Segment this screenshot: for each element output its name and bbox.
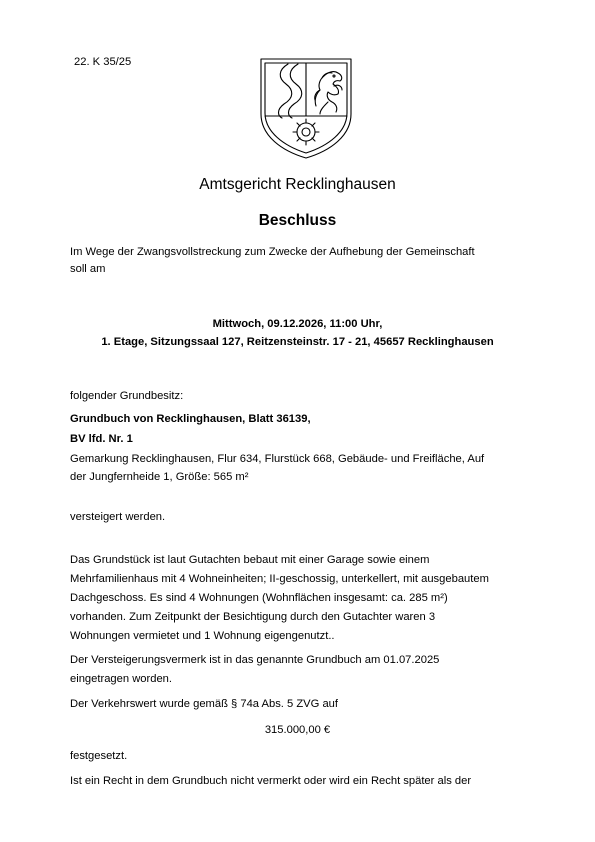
description-line-3: Dachgeschoss. Es sind 4 Wohnungen (Wohnflächen insgesamt: ca. 285 m²)	[70, 592, 448, 604]
court-name: Amtsgericht Recklinghausen	[199, 176, 396, 193]
description-line-4: vorhanden. Zum Zeitpunkt der Besichtigung durch den Gutachter waren 3	[70, 611, 436, 623]
value-statement: Der Verkehrswert wurde gemäß § 74a Abs. 5 ZVG auf	[70, 698, 339, 710]
description-line-1: Das Grundstück ist laut Gutachten bebaut mit einer Garage sowie einem	[70, 554, 430, 566]
intro-line-1: Im Wege der Zwangsvollstreckung zum Zwecke der Aufhebung der Gemeinschaft	[70, 246, 475, 258]
description-line-2: Mehrfamilienhaus mit 4 Wohneinheiten; II-geschossig, unterkellert, mit ausgebautem	[70, 573, 489, 585]
property-label: folgender Grundbesitz:	[70, 390, 184, 402]
intro-line-2: soll am	[70, 263, 106, 275]
description-line-5: Wohnungen vermietet und 1 Wohnung eigengenutzt..	[70, 630, 335, 642]
fixed-text: festgesetzt.	[70, 750, 128, 762]
registration-line-2: eingetragen worden.	[70, 673, 173, 685]
parcel-line-1: Gemarkung Recklinghausen, Flur 634, Flurstück 668, Gebäude- und Freifläche, Auf	[70, 453, 485, 465]
bv-number: BV lfd. Nr. 1	[70, 433, 133, 445]
parcel-line-2: der Jungfernheide 1, Größe: 565 m²	[70, 471, 249, 483]
market-value: 315.000,00 €	[264, 724, 331, 736]
auctioned-text: versteigert werden.	[70, 511, 166, 523]
appointment-location: 1. Etage, Sitzungssaal 127, Reitzensteinstr. 17 - 21, 45657 Recklinghausen	[101, 336, 494, 348]
rights-note: Ist ein Recht in dem Grundbuch nicht vermerkt oder wird ein Recht später als der	[70, 775, 472, 787]
land-register: Grundbuch von Recklinghausen, Blatt 36139,	[70, 413, 311, 425]
registration-line-1: Der Versteigerungsvermerk ist in das genannte Grundbuch am 01.07.2025	[70, 654, 440, 666]
nrw-coat-of-arms-icon	[258, 56, 354, 160]
appointment-date: Mittwoch, 09.12.2026, 11:00 Uhr,	[212, 318, 383, 330]
file-number: 22. K 35/25	[74, 56, 132, 68]
document-title: Beschluss	[258, 212, 337, 229]
